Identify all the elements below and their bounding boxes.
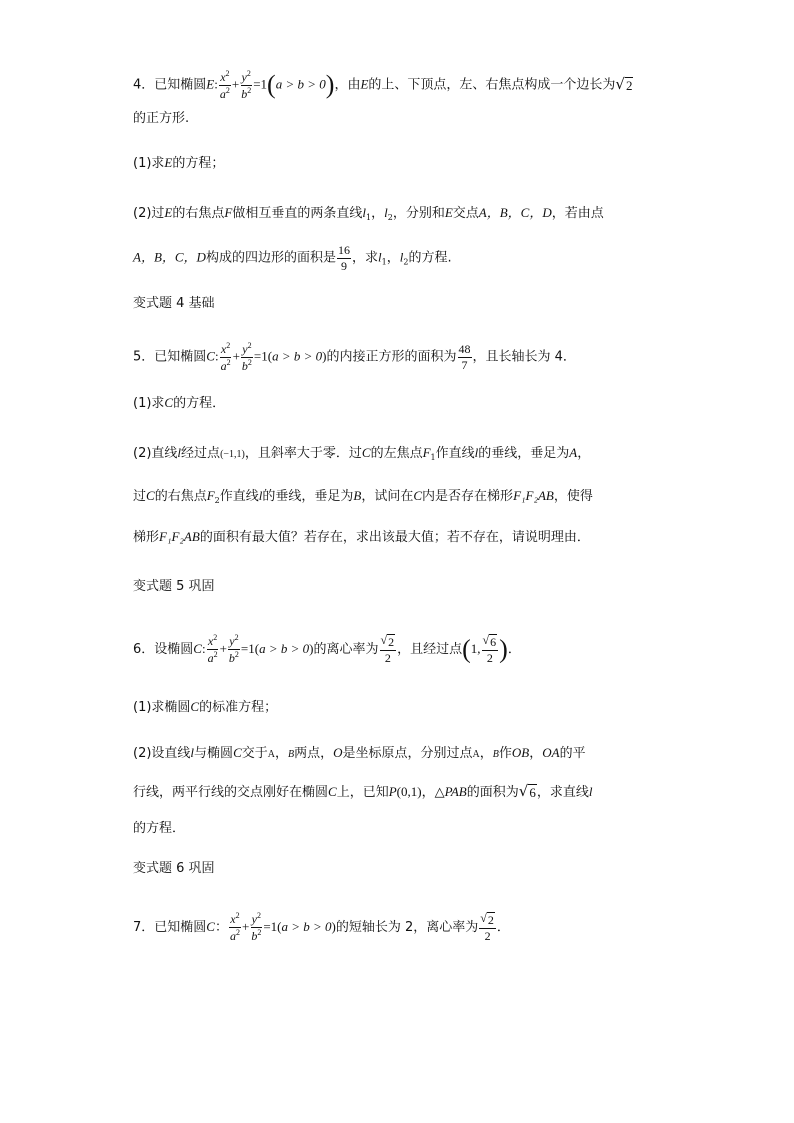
fraction-sqrt2-2: √ 2 2 [380, 633, 395, 666]
problem-6-part-1: (1)求椭圆C的标准方程； [133, 699, 278, 715]
problem-5-part-2-line-2: 过C的右焦点$F_2$作直线l的垂线，垂足为B，试问在C内是否存在梯形F₁F₂AB，使得 [133, 488, 593, 505]
problem-4-part-1: (1)求E的方程； [133, 155, 225, 171]
problem-7-line-1: 7．已知椭圆C： $\frac{x^2}{a^2}$ + $\frac{y^2}{b^2}$ =1(a > b > 0)的短轴长为 2，离心率为 √ 2 2 ． [133, 911, 510, 944]
sqrt-2: √ 2 [615, 74, 633, 93]
problem-6-part-2-line-3: 的方程． [133, 821, 186, 836]
fraction-y2-b2: $\frac{y^2}{b^2}$ [241, 69, 252, 101]
sqrt-6: √ 6 [518, 782, 536, 800]
problem-4-part-2-line-2: A，B，C，D构成的四边形的面积是 $\frac{16}{9}$ ，求$l_1$，$l_2$的方程. [133, 243, 452, 273]
problem-6-part-2-line-1: (2)设直线l与椭圆C交于A，B两点，O是坐标原点，分别过点A，B作OB，OA的平 [133, 745, 586, 761]
fraction-sqrt2-2-p7: √ 2 2 [480, 911, 494, 944]
fraction-sqrt6-2: √ 6 2 [482, 633, 497, 666]
problem-5-part-2-line-3: 梯形F₁F₂AB的面积有最大值？若存在，求出该最大值；若不存在，请说明理由． [133, 529, 590, 545]
section-heading-4: 变式题 4 基础 [133, 296, 215, 311]
problem-5-part-1: (1)求C的方程． [133, 395, 226, 411]
problem-4-line-2: 的正方形. [133, 111, 190, 126]
problem-5-part-2-line-1: (2)直线l经过点(−1,1)，且斜率大于零．过C的左焦点$F_1$作直线l的垂线，垂足为A， [133, 445, 591, 462]
problem-5-line-1: 5．已知椭圆C: $\frac{x^2}{a^2}$ + $\frac{y^2}{b^2}$ =1(a > b > 0)的内接正方形的面积为 $\frac{48}{7}$ ，且长轴长为 4． [133, 341, 576, 373]
fraction-16-9: $\frac{16}{9}$ [337, 243, 350, 273]
section-heading-5: 变式题 5 巩固 [133, 579, 215, 594]
fraction-x2-a2: $\frac{x^2}{a^2}$ [219, 69, 230, 101]
problem-4-line-1: 4．已知椭圆E: $\frac{x^2}{a^2}$ + $\frac{y^2}{b^2}$ =1(a > b > 0)，由E的上、下顶点，左、右焦点构成一个边长为 √ 2 [133, 69, 633, 101]
fraction-48-7: $\frac{48}{7}$ [458, 342, 471, 372]
problem-6-line-1: 6．设椭圆C: $\frac{x^2}{a^2}$ + $\frac{y^2}{b^2}$ =1(a > b > 0)的离心率为 √ 2 2 ，且经过点(1, √ 6 2 )． [133, 633, 521, 666]
problem-6-part-2-line-2: 行线，两平行线的交点刚好在椭圆C上，已知P(0,1)，△PAB的面积为 √ 6 ，求直线l [133, 782, 593, 800]
section-heading-6: 变式题 6 巩固 [133, 861, 215, 876]
problem-4-part-2-line-1: (2)过E的右焦点F做相互垂直的两条直线$l_1$，$l_2$，分别和E交点A，B，C，D，若由点 [133, 205, 604, 222]
